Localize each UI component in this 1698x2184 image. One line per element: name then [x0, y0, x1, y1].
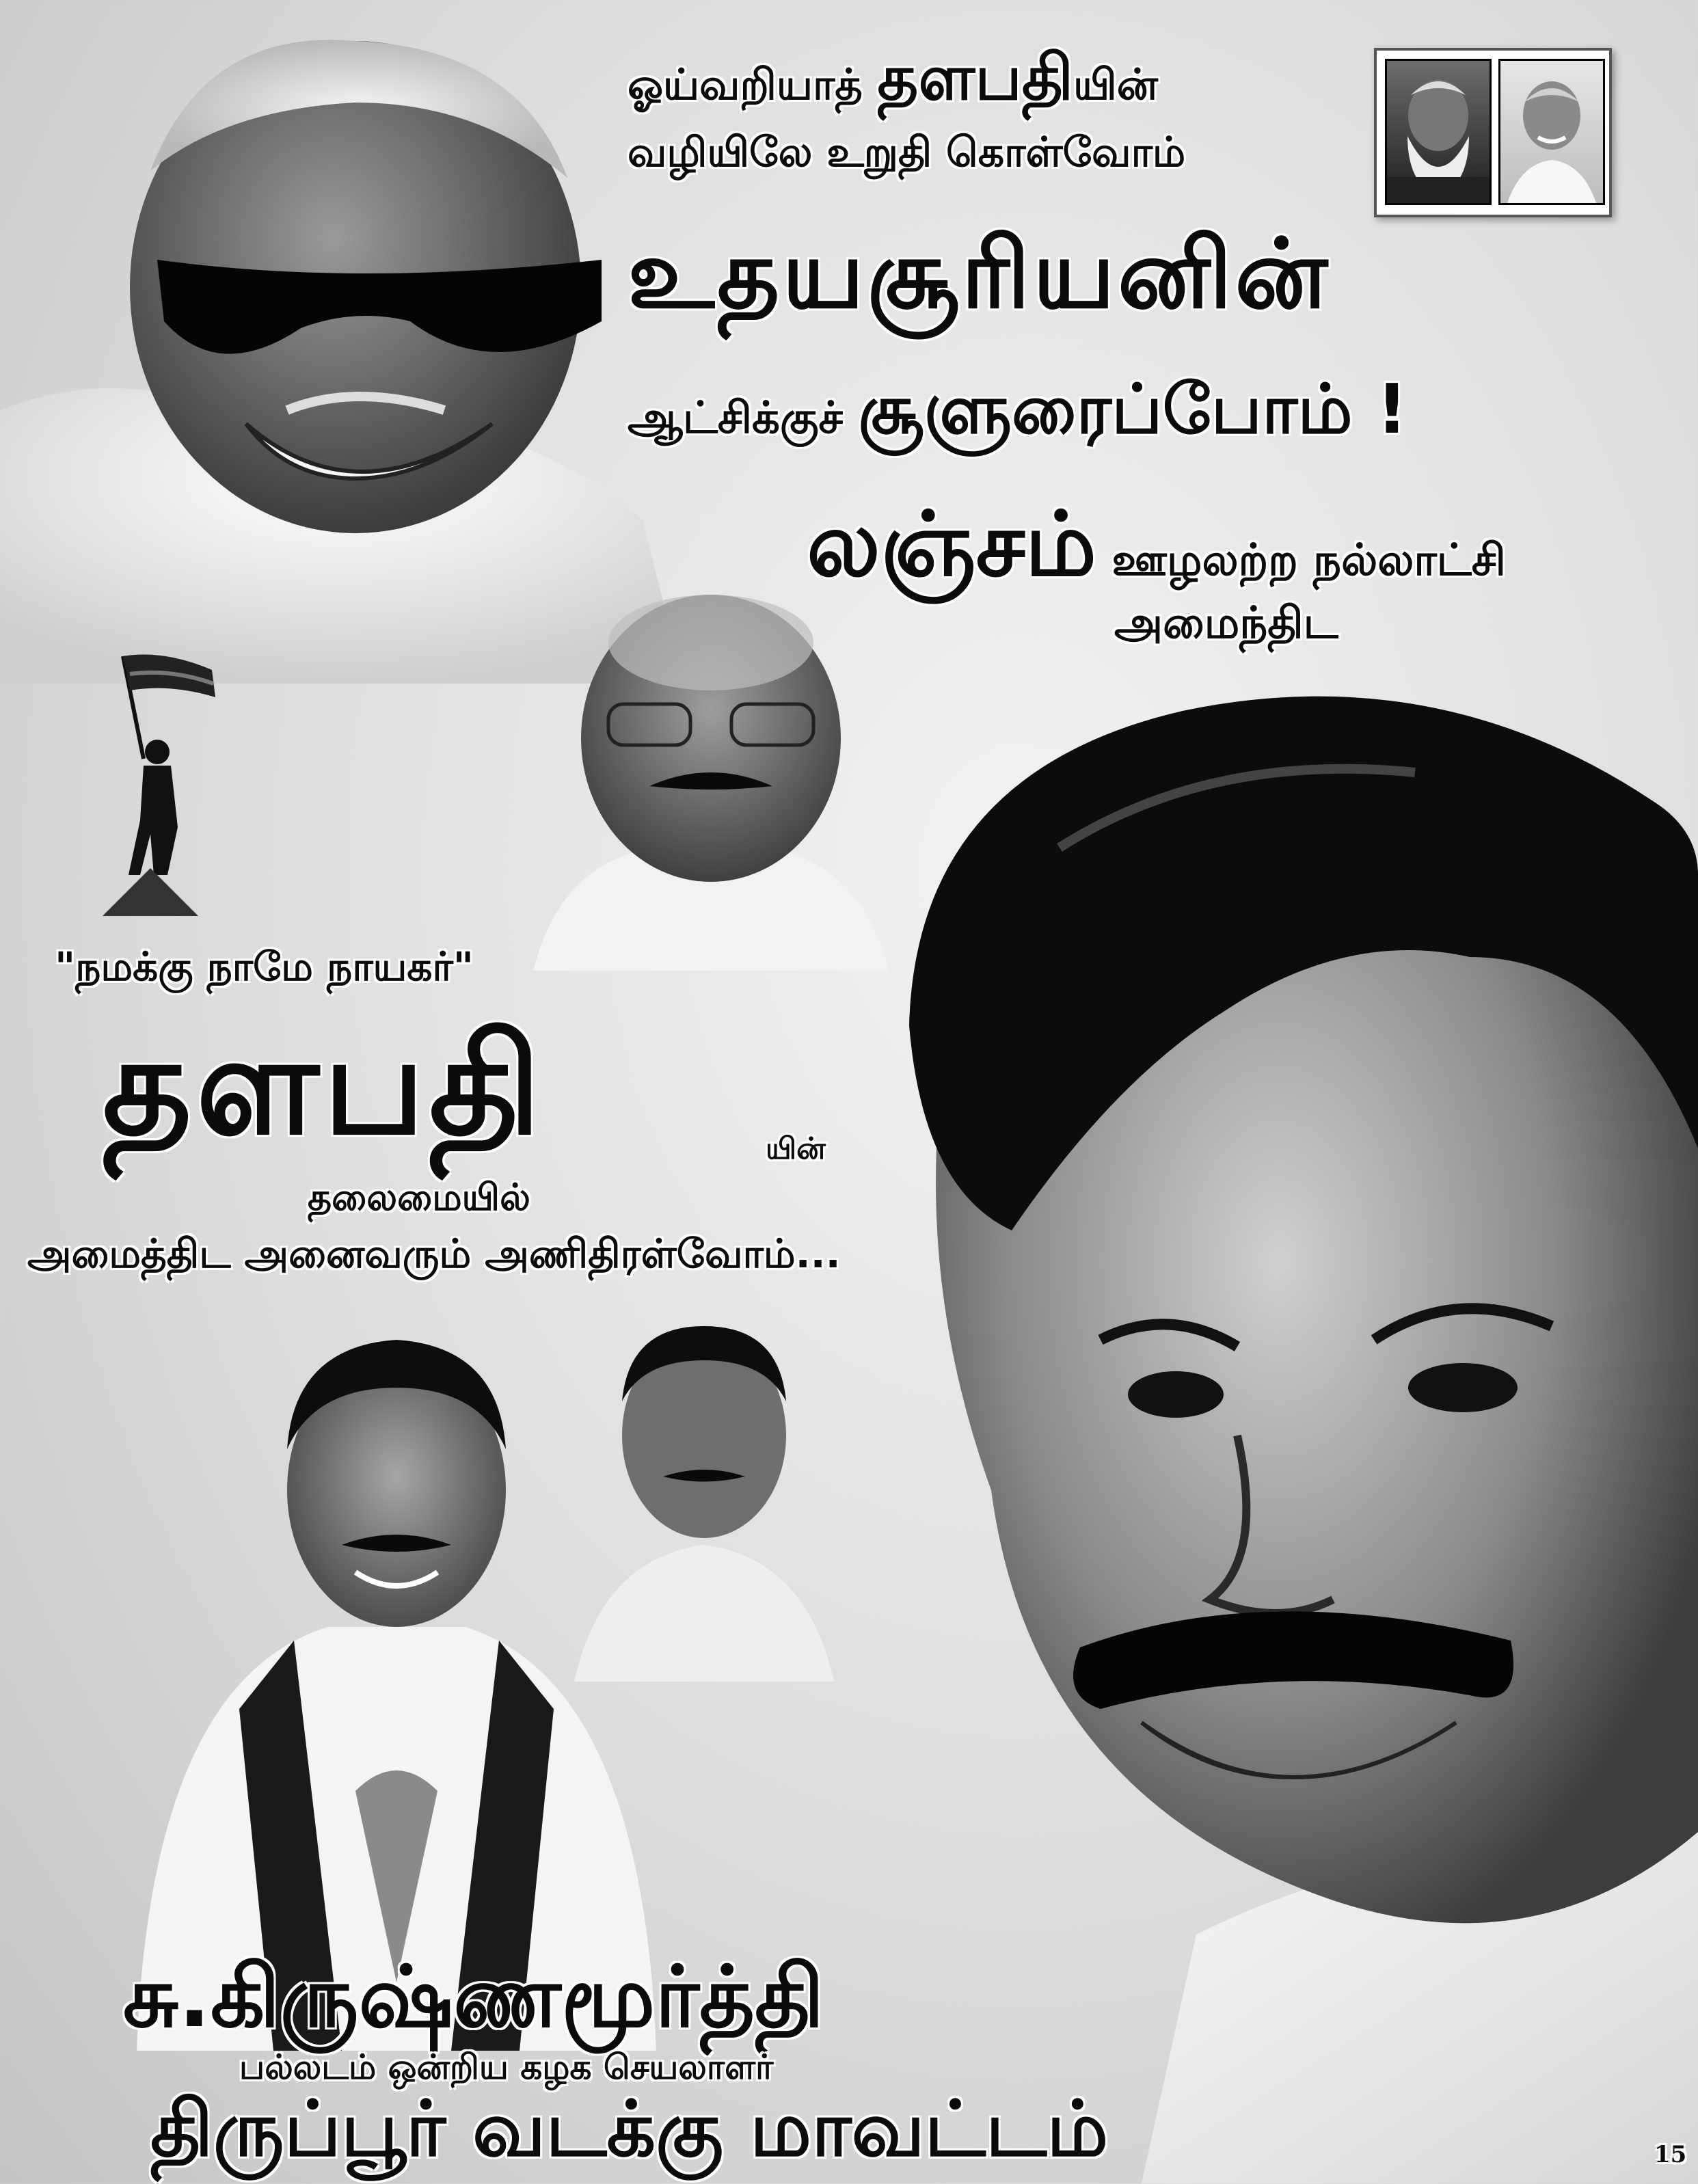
person-name: சு.கிருஷ்ணமூர்த்தி: [123, 1948, 824, 2047]
tagline-line-6: அமைந்திட: [1114, 598, 1338, 649]
tagline-line-5-emphasis: லஞ்சம்: [807, 492, 1097, 596]
tagline-line-4-prefix: ஆட்சிக்குச்: [628, 393, 859, 444]
tagline-line-4-emphasis: சூளுரைப்போம் !: [858, 369, 1408, 449]
tagline-line-4: [628, 369, 1407, 459]
slogan-line-2: அமைத்திட அனைவரும் அணிதிரள்வோம்...: [27, 1230, 841, 1277]
leader-portrait-middle: [520, 588, 902, 971]
tagline-line-1-prefix: ஓய்வறியாத்: [628, 59, 878, 109]
framed-portrait-bearded-elder: [1385, 59, 1492, 205]
tagline-line-5-suffix: ஊழலற்ற நல்லாட்சி: [1111, 535, 1506, 586]
leader-portrait-top-left: [0, 0, 684, 684]
tagline-line-2: வழியிலே உறுதி கொள்வோம்: [628, 129, 1186, 176]
flag-bearer-silhouette: [75, 649, 226, 916]
framed-portrait-smiling-man: [1498, 59, 1605, 205]
slogan-title-art: தளபதி: [103, 1005, 545, 1165]
tagline-line-1-emphasis: தளபதி: [877, 41, 1074, 114]
person-designation: பல்லடம் ஒன்றிய கழக செயலாளர்: [239, 2047, 774, 2087]
slogan-line-1: தலைமையில்: [308, 1176, 530, 1219]
portrait-frame: [1374, 48, 1612, 217]
page-number: 15: [1654, 2141, 1687, 2168]
slogan-suffix: யின்: [766, 1131, 826, 1166]
tagline-line-1-suffix: யின்: [1073, 59, 1158, 109]
district-name: திருப்பூர் வடக்கு மாவட்டம்: [150, 2085, 1109, 2174]
local-leader-portrait-primary: [137, 1299, 656, 2051]
headline-rising-sun: உதயசூரியனின்: [628, 219, 1331, 330]
tagline-line-1: [628, 41, 1158, 123]
slogan-quote: "நமக்கு நாமே நாயகர்": [55, 943, 474, 990]
tagline-line-5: [807, 492, 1506, 608]
leader-portrait-large-right: [854, 670, 1698, 2183]
